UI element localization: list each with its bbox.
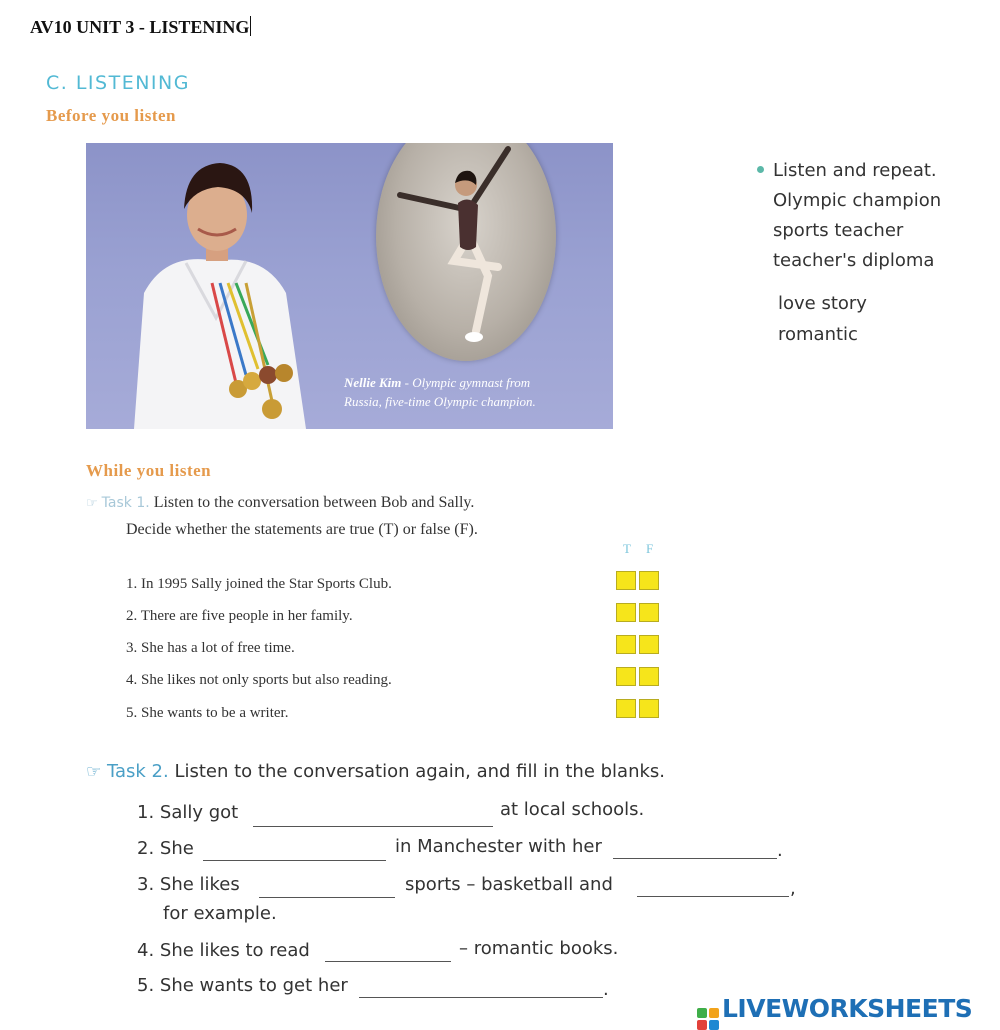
answer-box-true-2[interactable]: [616, 603, 636, 622]
fill-item-3-start: 3. She likes: [137, 874, 240, 895]
blank-2b[interactable]: [613, 858, 777, 859]
word-list-extra: [778, 288, 867, 350]
before-you-listen-heading: Before you listen: [46, 106, 177, 125]
answer-box-true-5[interactable]: [616, 699, 636, 718]
bullet-icon: [757, 166, 764, 173]
word-list-instruction: Listen and repeat.: [773, 156, 941, 186]
word-item: Olympic champion: [773, 190, 942, 211]
photo-caption: [344, 373, 536, 411]
task2-label: Task 2.: [106, 761, 169, 782]
pointing-hand-icon: ☞: [86, 762, 102, 782]
answer-box-false-2[interactable]: [639, 603, 659, 622]
answer-box-false-4[interactable]: [639, 667, 659, 686]
statement-3: 3. She has a lot of free time.: [126, 640, 295, 656]
fill-item-2-end: .: [777, 840, 783, 861]
word-item: sports teacher: [773, 220, 904, 241]
liveworksheets-wordmark: LIVEWORKSHEETS: [722, 994, 973, 1023]
word-item: romantic: [778, 324, 858, 345]
blank-5[interactable]: [359, 997, 603, 998]
false-column-header: F: [646, 541, 654, 556]
task1-instruction-line2: Decide whether the statements are true (T) or false (F).: [126, 521, 478, 538]
word-list: [773, 156, 941, 276]
word-item: teacher's diploma: [773, 250, 935, 271]
blank-3a[interactable]: [259, 897, 395, 898]
statement-4: 4. She likes not only sports but also reading.: [126, 672, 392, 688]
statement-5: 5. She wants to be a writer.: [126, 705, 289, 721]
true-column-header: T: [623, 541, 631, 556]
answer-box-true-3[interactable]: [616, 635, 636, 654]
statement-2: 2. There are five people in her family.: [126, 608, 353, 624]
liveworksheets-logo: [697, 994, 972, 1030]
section-title: C. LISTENING: [46, 72, 190, 94]
blank-4[interactable]: [325, 961, 451, 962]
text-caret: [250, 16, 251, 36]
caption-name: Nellie Kim: [344, 375, 402, 390]
answer-box-false-5[interactable]: [639, 699, 659, 718]
fill-item-5-start: 5. She wants to get her: [137, 975, 348, 996]
document-title: AV10 UNIT 3 - LISTENING: [30, 17, 250, 37]
while-you-listen-heading: While you listen: [86, 461, 212, 480]
fill-item-3-continuation: for example.: [163, 903, 277, 924]
fill-item-1-end: at local schools.: [500, 799, 645, 820]
fill-item-1-start: 1. Sally got: [137, 802, 239, 823]
answer-box-false-3[interactable]: [639, 635, 659, 654]
task1-instruction-line1: [86, 494, 474, 512]
fill-item-5-end: .: [603, 979, 609, 1000]
fill-item-4-end: – romantic books.: [459, 938, 619, 959]
gymnast-oval-photo: [376, 143, 556, 361]
fill-item-2-start: 2. She: [137, 838, 194, 859]
fill-item-4-start: 4. She likes to read: [137, 940, 310, 961]
blank-3b[interactable]: [637, 896, 789, 897]
word-item: love story: [778, 293, 867, 314]
pointing-hand-icon: ☞: [86, 496, 98, 511]
blank-1[interactable]: [253, 826, 493, 827]
fill-item-2-middle: in Manchester with her: [395, 836, 602, 857]
fill-item-3-middle: sports – basketball and: [405, 874, 613, 895]
task2-instruction: [86, 761, 665, 782]
task1-label: Task 1.: [101, 495, 150, 511]
caption-line-2: Russia, five-time Olympic champion.: [344, 394, 536, 409]
answer-box-true-1[interactable]: [616, 571, 636, 590]
blank-2a[interactable]: [203, 860, 386, 861]
liveworksheets-logo-icon: [697, 1008, 719, 1030]
task2-instruction-text: Listen to the conversation again, and fill in the blanks.: [168, 761, 665, 782]
answer-box-true-4[interactable]: [616, 667, 636, 686]
statement-1: 1. In 1995 Sally joined the Star Sports Club.: [126, 576, 392, 592]
nellie-kim-photo: [86, 143, 613, 429]
fill-item-3-end: ,: [790, 878, 796, 899]
task1-line1-text: Listen to the conversation between Bob and Sally.: [153, 494, 475, 511]
caption-text: - Olympic gymnast from: [401, 375, 531, 390]
gymnast-figure-illustration: [376, 143, 556, 361]
answer-box-false-1[interactable]: [639, 571, 659, 590]
